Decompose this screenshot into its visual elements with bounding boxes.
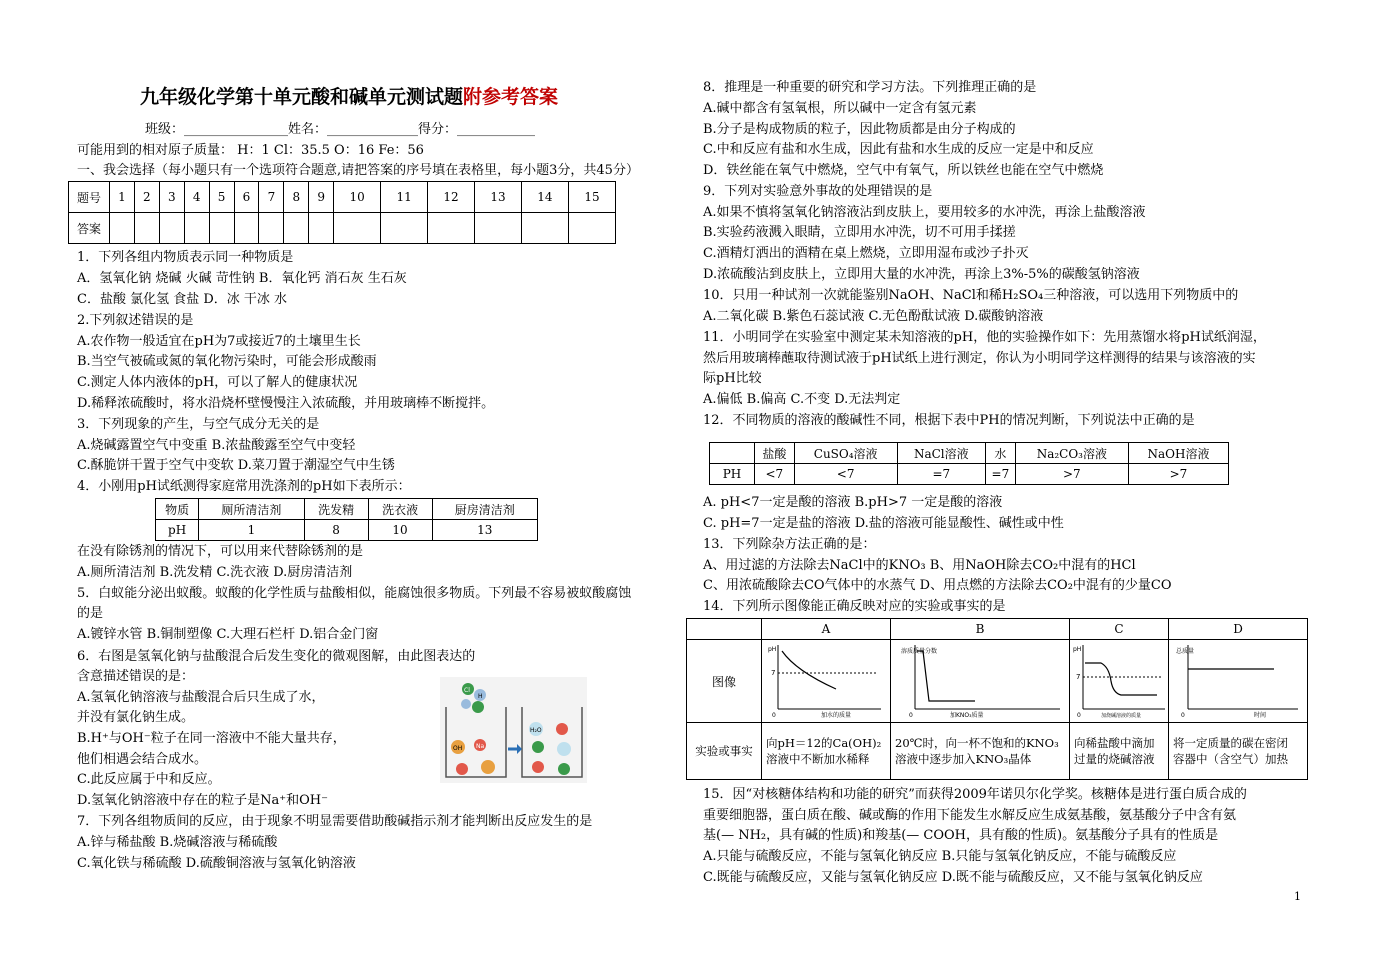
question-line: A.氢氧化钠溶液与盐酸混合后只生成了水， [77, 690, 325, 705]
answer-table-number: 13 [475, 182, 522, 213]
graph-d [1169, 640, 1308, 723]
answer-cell[interactable] [259, 213, 284, 244]
answer-cell[interactable] [284, 213, 309, 244]
answer-table [68, 181, 616, 244]
answer-table-number: 10 [334, 182, 381, 213]
question-line: B.当空气被硫或氮的氧化物污染时，可能会形成酸雨 [77, 354, 377, 369]
svg-text:7: 7 [1076, 672, 1081, 681]
question-line: 2.下列叙述错误的是 [77, 313, 194, 328]
q14-fact-b: 20℃时，向一杯不饱和的KNO₃ 溶液中逐步加入KNO₃晶体 [891, 723, 1070, 780]
question-line: 并没有氯化钠生成。 [77, 710, 195, 725]
answer-table-row-label: 题号 [69, 182, 110, 213]
question-line: A. pH<7一定是酸的溶液 B.pH>7 一定是酸的溶液 [703, 495, 1003, 510]
question-line: 然后用玻璃棒蘸取待测试液于pH试纸上进行测定，你认为小明同学这样测得的结果与该溶液的实 [703, 351, 1256, 366]
answer-cell[interactable] [234, 213, 259, 244]
graph-c [1070, 640, 1169, 723]
question-line: 重要细胞器，蛋白质在酸、碱或酶的作用下能发生水解反应生成氨基酸，氨基酸分子中含有氨 [703, 808, 1237, 823]
question-line: C.酥脆饼干置于空气中变软 D.菜刀置于潮湿空气中生锈 [77, 458, 395, 473]
svg-text:时间: 时间 [1254, 711, 1267, 719]
svg-text:总质量: 总质量 [1176, 647, 1195, 655]
answer-table-number: 6 [234, 182, 259, 213]
svg-text:加水的质量: 加水的质量 [821, 711, 852, 719]
question-line: 14．下列所示图像能正确反映对应的实验或事实的是 [703, 599, 1006, 614]
svg-text:H₂O: H₂O [530, 727, 542, 734]
q6-reaction-figure [440, 677, 587, 783]
question-line: B.H⁺与OH⁻粒子在同一溶液中不能大量共存， [77, 731, 346, 746]
answer-table-number: 9 [309, 182, 334, 213]
q14-row-label: 实验或事实 [687, 723, 762, 780]
answer-cell[interactable] [521, 213, 568, 244]
answer-table-number: 7 [259, 182, 284, 213]
question-line: C.测定人体内液体的pH，可以了解人的健康状况 [77, 375, 358, 390]
question-line: A.二氧化碳 B.紫色石蕊试液 C.无色酚酞试液 D.碳酸钠溶液 [703, 309, 1044, 324]
answer-cell[interactable] [184, 213, 209, 244]
q12-header: 水 [986, 443, 1016, 464]
question-line: C. pH=7一定是盐的溶液 D.盐的溶液可能显酸性、碱性或中性 [703, 516, 1064, 531]
svg-text:加KNO₃质量: 加KNO₃质量 [950, 711, 984, 719]
q12-header: NaCl溶液 [897, 443, 985, 464]
svg-text:OH: OH [453, 745, 463, 752]
answer-cell[interactable] [110, 213, 135, 244]
question-line: 他们相遇会结合成水。 [77, 752, 208, 767]
svg-text:加烧碱溶液的质量: 加烧碱溶液的质量 [1101, 712, 1142, 719]
svg-text:0: 0 [772, 711, 776, 719]
question-line: C.此反应属于中和反应。 [77, 772, 221, 787]
q14-graph-table [686, 618, 1308, 780]
question-line: D.浓硫酸沾到皮肤上，立即用大量的水冲洗，再涂上3%-5%的碳酸氢钠溶液 [703, 267, 1140, 282]
question-line: 6．右图是氢氧化钠与盐酸混合后发生变化的微观图解，由此图表达的 [77, 649, 476, 664]
question-line: 7．下列各组物质间的反应，由于现象不明显需要借助酸碱指示剂才能判断出反应发生的是 [77, 814, 593, 829]
svg-text:pH: pH [1073, 645, 1082, 653]
question-line: 11．小明同学在实验室中测定某未知溶液的pH，他的实验操作如下：先用蒸馏水将pH试纸润湿， [703, 330, 1266, 345]
answer-table-number: 4 [184, 182, 209, 213]
question-line: A.如果不慎将氢氧化钠溶液沾到皮肤上，要用较多的水冲洗，再涂上盐酸溶液 [703, 205, 1146, 220]
question-line: C.酒精灯洒出的酒精在桌上燃烧，立即用湿布或沙子扑灭 [703, 246, 1029, 261]
q14-col-header: D [1169, 619, 1308, 640]
question-line: 9．下列对实验意外事故的处理错误的是 [703, 184, 933, 199]
atomic-mass-line: 可能用到的相对原子质量： H：1 Cl：35.5 O：16 Fe：56 [77, 143, 424, 158]
page-number: 1 [1294, 890, 1301, 903]
answer-cell[interactable] [209, 213, 234, 244]
question-line: C、用浓硫酸除去CO气体中的水蒸气 D、用点燃的方法除去CO₂中混有的少量CO [703, 578, 1172, 593]
answer-cell[interactable] [568, 213, 615, 244]
q12-value: =7 [986, 464, 1016, 485]
question-line: 12．不同物质的溶液的酸碱性不同，根据下表中PH的情况判断，下列说法中正确的是 [703, 413, 1195, 428]
question-line: C.既能与硫酸反应，又能与氢氧化钠反应 D.既不能与硫酸反应，又不能与氢氧化钠反应 [703, 870, 1203, 885]
question-line: A.镀锌水管 B.铜制塑像 C.大理石栏杆 D.铝合金门窗 [77, 627, 379, 642]
question-line: A．氢氧化钠 烧碱 火碱 苛性钠 B．氧化钙 消石灰 生石灰 [77, 271, 407, 286]
question-line: 含意描述错误的是： [77, 669, 195, 684]
answer-table-number: 8 [284, 182, 309, 213]
question-line: 际pH比较 [703, 371, 762, 386]
answer-cell[interactable] [309, 213, 334, 244]
page-title [140, 88, 558, 106]
q4-value: 13 [432, 520, 537, 541]
q12-value: <7 [794, 464, 897, 485]
answer-cell[interactable] [134, 213, 159, 244]
question-line: 基(— NH₂，具有碱的性质)和羧基(— COOH，具有酸的性质)。氨基酸分子具有的性质是 [703, 828, 1219, 843]
q12-value: PH [710, 464, 755, 485]
q14-fact-a: 向pH＝12的Ca(OH)₂ 溶液中不断加水稀释 [762, 723, 891, 780]
svg-text:7: 7 [771, 668, 776, 677]
q12-value: >7 [1015, 464, 1128, 485]
q4-header: 洗衣液 [368, 499, 432, 520]
svg-text:溶质质量分数: 溶质质量分数 [901, 647, 938, 655]
question-line: 15．因“对核糖体结构和功能的研究”而获得2009年诺贝尔化学奖。核糖体是进行蛋白质合成的 [703, 787, 1247, 802]
question-line: A.厕所清洁剂 B.洗发精 C.洗衣液 D.厨房清洁剂 [77, 565, 353, 580]
answer-table-number: 3 [159, 182, 184, 213]
q12-header [710, 443, 755, 464]
q14-fact-c: 向稀盐酸中滴加 过量的烧碱溶液 [1070, 723, 1169, 780]
question-line: 10．只用一种试剂一次就能鉴别NaOH、NaCl和稀H₂SO₄三种溶液，可以选用下列物质中的 [703, 288, 1239, 303]
q12-header: 盐酸 [755, 443, 795, 464]
question-line: 4．小刚用pH试纸测得家庭常用洗涤剂的pH如下表所示： [77, 479, 411, 494]
question-line: 13．下列除杂方法正确的是： [703, 537, 876, 552]
q4-ph-table [155, 498, 538, 541]
question-line: D．铁丝能在氧气中燃烧，空气中有氧气，所以铁丝也能在空气中燃烧 [703, 163, 1104, 178]
q14-col-header: B [891, 619, 1070, 640]
q12-value: =7 [897, 464, 985, 485]
title-answer-note: 附参考答案 [463, 86, 559, 108]
answer-cell[interactable] [334, 213, 381, 244]
answer-table-number: 5 [209, 182, 234, 213]
question-line: D.氢氧化钠溶液中存在的粒子是Na⁺和OH⁻ [77, 793, 328, 808]
answer-table-number: 14 [521, 182, 568, 213]
question-line: B.分子是构成物质的粒子，因此物质都是由分子构成的 [703, 122, 1016, 137]
answer-cell[interactable] [475, 213, 522, 244]
answer-table-number: 2 [134, 182, 159, 213]
q4-value: 8 [304, 520, 368, 541]
question-line: 8．推理是一种重要的研究和学习方法。下列推理正确的是 [703, 80, 1037, 95]
q4-value: 1 [199, 520, 304, 541]
info-line: 班级：________________姓名：______________得分：____________ [145, 122, 536, 137]
q4-value: 10 [368, 520, 432, 541]
answer-table-number: 15 [568, 182, 615, 213]
svg-text:H: H [478, 693, 483, 700]
q14-fact-d: 将一定质量的碳在密闭 容器中（含空气）加热 [1169, 723, 1308, 780]
title-main: 九年级化学第十单元酸和碱单元测试题 [140, 86, 464, 108]
q4-header: 厨房清洁剂 [432, 499, 537, 520]
question-line: 3．下列现象的产生，与空气成分无关的是 [77, 417, 320, 432]
question-line: A.农作物一般适宜在pH为7或接近7的土壤里生长 [77, 334, 361, 349]
question-line: C．盐酸 氯化氢 食盐 D．冰 干冰 水 [77, 292, 288, 307]
svg-text:Cl: Cl [464, 687, 470, 694]
question-line: C.中和反应有盐和水生成，因此有盐和水生成的反应一定是中和反应 [703, 142, 1094, 157]
question-line: B.实验药液溅入眼睛，立即用水冲洗，切不可用手揉搓 [703, 225, 1016, 240]
svg-text:pH: pH [768, 645, 777, 653]
q4-header: 厕所清洁剂 [199, 499, 304, 520]
q12-header: Na₂CO₃溶液 [1015, 443, 1128, 464]
answer-cell[interactable] [381, 213, 428, 244]
answer-table-number: 11 [381, 182, 428, 213]
q14-col-header: A [762, 619, 891, 640]
question-line: 在没有除锈剂的情况下，可以用来代替除锈剂的是 [77, 544, 364, 559]
question-line: D.稀释浓硫酸时，将水沿烧杯壁慢慢注入浓硫酸，并用玻璃棒不断搅拌。 [77, 396, 495, 411]
q14-row-label: 图像 [687, 640, 762, 723]
svg-text:Na: Na [476, 743, 485, 750]
q12-header: NaOH溶液 [1128, 443, 1228, 464]
q12-value: >7 [1128, 464, 1228, 485]
answer-cell[interactable] [428, 213, 475, 244]
svg-text:0: 0 [1077, 711, 1081, 719]
question-line: A.碱中都含有氢氧根，所以碱中一定含有氢元素 [703, 101, 977, 116]
svg-text:0: 0 [909, 711, 913, 719]
question-line: 5．白蚁能分泌出蚁酸。蚁酸的化学性质与盐酸相似，能腐蚀很多物质。下列最不容易被蚁酸腐蚀 [77, 586, 632, 601]
q4-header: 物质 [156, 499, 199, 520]
question-line: A.锌与稀盐酸 B.烧碱溶液与稀硫酸 [77, 835, 278, 850]
graph-b [891, 640, 1070, 723]
question-line: A、用过滤的方法除去NaCl中的KNO₃ B、用NaOH除去CO₂中混有的HCl [703, 558, 1136, 573]
q4-value: pH [156, 520, 199, 541]
q12-header: CuSO₄溶液 [794, 443, 897, 464]
q14-col-header: C [1070, 619, 1169, 640]
q12-value: <7 [755, 464, 795, 485]
question-line: A.只能与硫酸反应，不能与氢氧化钠反应 B.只能与氢氧化钠反应，不能与硫酸反应 [703, 849, 1177, 864]
question-line: 1．下列各组内物质表示同一种物质是 [77, 250, 294, 265]
answer-cell[interactable] [159, 213, 184, 244]
question-line: C.氧化铁与稀硫酸 D.硫酸铜溶液与氢氧化钠溶液 [77, 856, 356, 871]
section-heading: 一、我会选择（每小题只有一个选项符合题意,请把答案的序号填在表格里，每小题3分，共45分） [77, 163, 639, 178]
question-line: A.烧碱露置空气中变重 B.浓盐酸露至空气中变轻 [77, 438, 356, 453]
svg-text:0: 0 [1181, 711, 1185, 719]
q4-header: 洗发精 [304, 499, 368, 520]
graph-a [762, 640, 891, 723]
q12-ph-table [709, 442, 1229, 485]
question-line: A.偏低 B.偏高 C.不变 D.无法判定 [703, 392, 901, 407]
answer-table-number: 12 [428, 182, 475, 213]
question-line: 的是 [77, 606, 104, 621]
answer-table-number: 1 [110, 182, 135, 213]
answer-table-row-label: 答案 [69, 213, 110, 244]
